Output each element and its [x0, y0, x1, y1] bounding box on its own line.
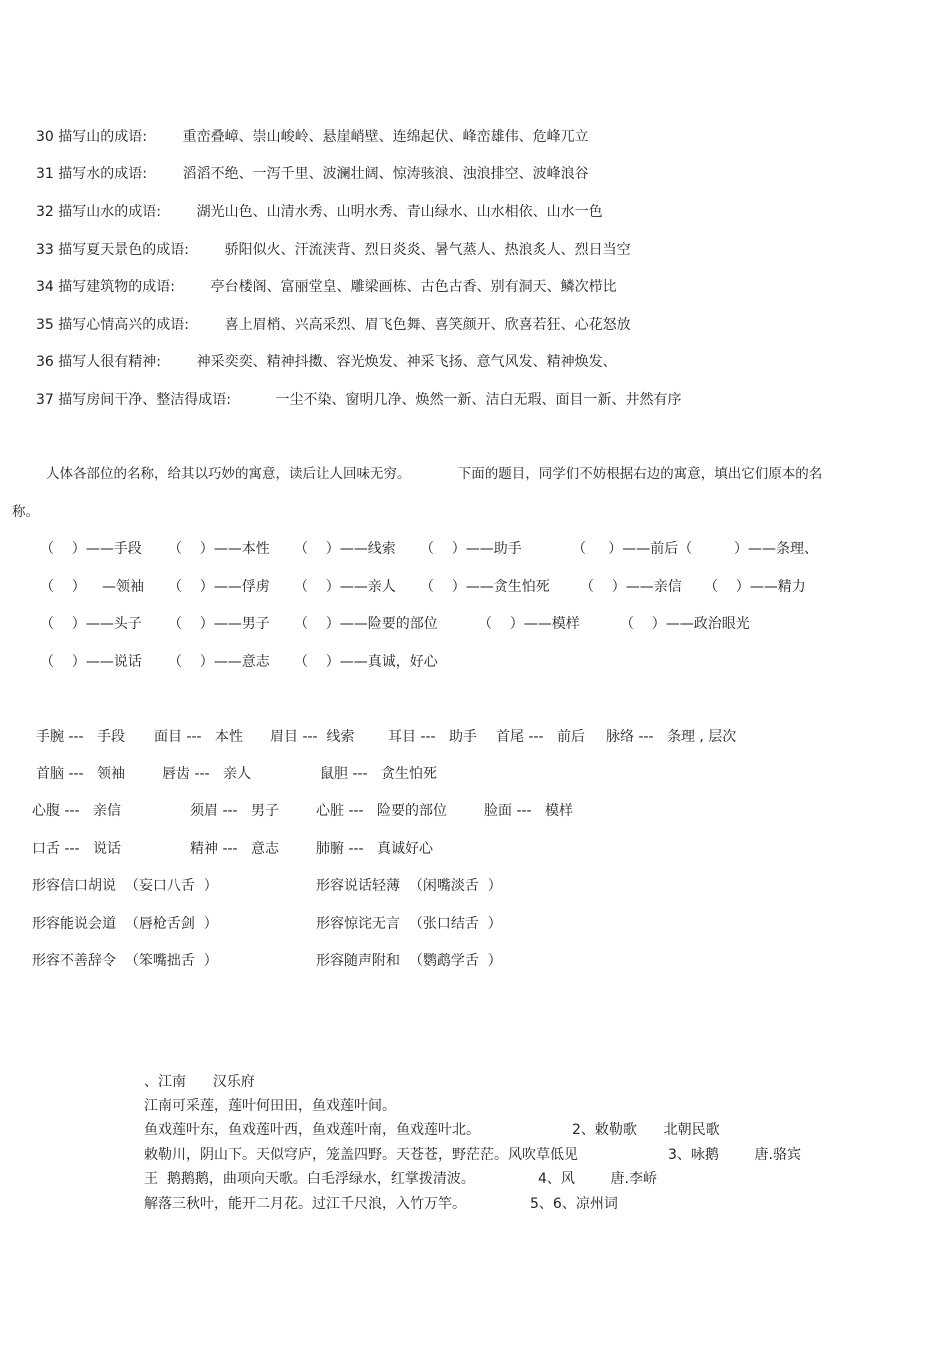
quiz-item: （ ）——险要的部位: [294, 616, 438, 632]
idiom-line-31: 31 描写水的成语: 滔滔不绝、一泻千里、波澜壮阔、惊涛骇浪、浊浪排空、波峰浪谷: [36, 166, 589, 182]
idiom-line-32: 32 描写山水的成语: 湖光山色、山清水秀、山明水秀、青山绿水、山水相依、山水一色: [36, 204, 603, 220]
answer-item: 心腹 --- 亲信: [32, 803, 121, 819]
answer-item: 脉络 --- 条理 , 层次: [606, 729, 737, 745]
poem-heading: 3、咏鹅 唐.骆宾: [668, 1147, 801, 1163]
tongue-idiom: 形容说话轻薄 （闲嘴淡舌 ）: [316, 878, 502, 894]
quiz-item: （ ）——真诚，好心: [294, 654, 438, 670]
intro-line-1: 人体各部位的名称，给其以巧妙的寓意，读后让人回味无穷。 下面的题目，同学们不妨根据右边的寓意，填出它们原本的名: [46, 466, 823, 482]
quiz-item: （ ）——政治眼光: [620, 616, 750, 632]
quiz-item: （ ）——头子: [40, 616, 142, 632]
quiz-item: （ ）——贪生怕死: [420, 579, 550, 595]
poem-line: 王 鹅鹅鹅，曲项向天歌。白毛浮绿水，红掌拨清波。: [144, 1171, 475, 1187]
answer-item: 肺腑 --- 真诚好心: [316, 841, 433, 857]
intro-line-2: 称。: [12, 504, 39, 520]
answer-item: 须眉 --- 男子: [190, 803, 279, 819]
quiz-item: （ ）: [40, 579, 86, 595]
poem-heading: 、江南 汉乐府: [144, 1074, 255, 1090]
answer-item: 耳目 --- 助手: [388, 729, 477, 745]
answer-item: 精神 --- 意志: [190, 841, 279, 857]
answer-item: 唇齿 --- 亲人: [162, 766, 251, 782]
quiz-item: （ ）——意志: [168, 654, 270, 670]
poem-heading: 4、风 唐.李峤: [538, 1171, 657, 1187]
quiz-item: （ ）——模样: [478, 616, 580, 632]
tongue-idiom: 形容信口胡说 （妄口八舌 ）: [32, 878, 218, 894]
answer-item: 脸面 --- 模样: [484, 803, 573, 819]
quiz-item: （ ）——亲人: [294, 579, 396, 595]
idiom-line-35: 35 描写心情高兴的成语: 喜上眉梢、兴高采烈、眉飞色舞、喜笑颜开、欣喜若狂、心花怒放: [36, 317, 631, 333]
tongue-idiom: 形容随声附和 （鹦鹉学舌 ）: [316, 953, 502, 969]
poem-line: 鱼戏莲叶东，鱼戏莲叶西，鱼戏莲叶南，鱼戏莲叶北。: [144, 1122, 480, 1138]
quiz-item: （ ）——亲信: [580, 579, 682, 595]
quiz-item: —领袖: [102, 579, 144, 595]
quiz-item: ）——条理、: [734, 541, 818, 557]
poem-line: 解落三秋叶，能开二月花。过江千尺浪，入竹万竿。: [144, 1196, 466, 1212]
idiom-line-34: 34 描写建筑物的成语: 亭台楼阁、富丽堂皇、雕梁画栋、古色古香、别有洞天、鳞次栉比: [36, 279, 617, 295]
answer-item: 面目 --- 本性: [154, 729, 243, 745]
idiom-line-37: 37 描写房间干净、整洁得成语: 一尘不染、窗明几净、焕然一新、洁白无瑕、面目一新、井然有序: [36, 392, 682, 408]
answer-item: 首尾 --- 前后: [496, 729, 585, 745]
poem-heading: 2、敕勒歌 北朝民歌: [572, 1122, 720, 1138]
quiz-item: （ ）——俘虏: [168, 579, 270, 595]
poem-heading: 5、6、凉州词: [530, 1196, 618, 1212]
poem-line: 江南可采莲，莲叶何田田，鱼戏莲叶间。: [144, 1098, 396, 1114]
answer-item: 眉目 --- 线索: [270, 729, 355, 745]
answer-item: 手腕 --- 手段: [36, 729, 125, 745]
tongue-idiom: 形容能说会道 （唇枪舌剑 ）: [32, 916, 218, 932]
quiz-item: （ ）——手段: [40, 541, 142, 557]
quiz-item: （ ）——助手: [420, 541, 522, 557]
quiz-item: （ ）——说话: [40, 654, 142, 670]
idiom-line-33: 33 描写夏天景色的成语: 骄阳似火、汗流浃背、烈日炎炎、暑气蒸人、热浪炙人、烈日当空: [36, 242, 631, 258]
tongue-idiom: 形容惊诧无言 （张口结舌 ）: [316, 916, 502, 932]
poem-line: 敕勒川，阴山下。天似穹庐，笼盖四野。天苍苍，野茫茫。风吹草低见: [144, 1147, 578, 1163]
quiz-item: （ ）——线索: [294, 541, 396, 557]
answer-item: 口舌 --- 说话: [32, 841, 121, 857]
answer-item: 心脏 --- 险要的部位: [316, 803, 447, 819]
tongue-idiom: 形容不善辞令 （笨嘴拙舌 ）: [32, 953, 218, 969]
idiom-line-30: 30 描写山的成语: 重峦叠嶂、崇山峻岭、悬崖峭壁、连绵起伏、峰峦雄伟、危峰兀立: [36, 129, 589, 145]
quiz-item: （ ）——精力: [704, 579, 806, 595]
answer-item: 鼠胆 --- 贪生怕死: [320, 766, 437, 782]
quiz-item: （ ）——本性: [168, 541, 270, 557]
quiz-item: （ ）——男子: [168, 616, 270, 632]
answer-item: 首脑 --- 领袖: [36, 766, 125, 782]
quiz-item: （ ）——前后（: [572, 541, 693, 557]
idiom-line-36: 36 描写人很有精神: 神采奕奕、精神抖擞、容光焕发、神采飞扬、意气风发、精神焕发、: [36, 354, 617, 370]
